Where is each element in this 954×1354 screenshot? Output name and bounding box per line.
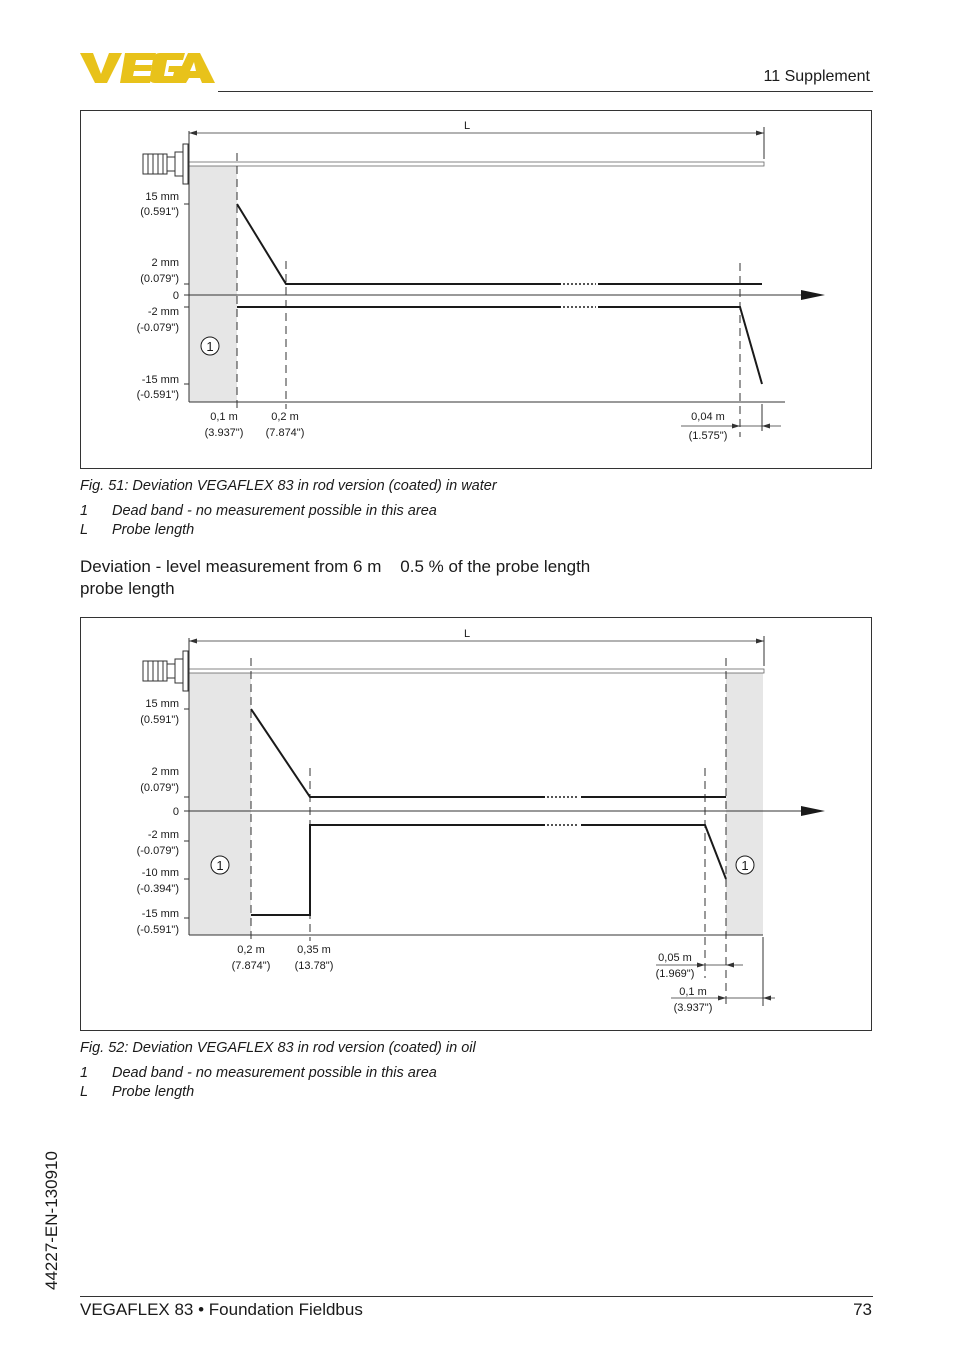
y-label-15mm-inch: (0.591") (140, 714, 179, 726)
x-label-0-1m-inch: (3.937") (204, 427, 244, 439)
deviation-text-line2: probe length (80, 579, 175, 598)
header-divider (218, 91, 873, 92)
y-label-2mm: 2 mm (151, 257, 179, 269)
x-label-0-2m-inch: (7.874") (265, 427, 305, 439)
probe-head-icon (143, 651, 188, 691)
lower-deviation-curve (251, 825, 545, 915)
y-label-15mm: 15 mm (145, 191, 179, 203)
x-label-0-1m: 0,1 m (679, 986, 707, 998)
legend-text: Dead band - no measurement possible in this area (112, 503, 437, 519)
y-label-minus-2mm-inch: (-0.079") (136, 322, 179, 334)
deviation-text (80, 556, 680, 600)
y-label-zero: 0 (172, 806, 179, 818)
x-label-0-2m: 0,2 m (237, 944, 265, 956)
document-code: 44227-EN-130910 (42, 1151, 61, 1290)
length-label: L (463, 120, 471, 132)
y-label-minus-10mm: -10 mm (141, 867, 179, 879)
legend-text: Probe length (112, 522, 195, 538)
x-label-0-04m-inch: (1.575") (688, 430, 728, 442)
legend-text: Probe length (112, 1084, 195, 1100)
dead-band-marker-label: 1 (206, 339, 214, 354)
dead-band-marker-right-label: 1 (741, 858, 749, 873)
y-label-minus-2mm: -2 mm (147, 306, 179, 318)
y-label-zero: 0 (172, 290, 179, 302)
x-label-0-1m: 0,1 m (210, 411, 238, 423)
dead-band-area-left (189, 673, 251, 935)
x-label-0-35m: 0,35 m (297, 944, 331, 956)
y-label-15mm-inch: (0.591") (140, 206, 179, 218)
deviation-text-line1: Deviation - level measurement from 6 m 0.5 % of the probe length (80, 557, 591, 576)
x-label-0-1m-inch: (3.937") (673, 1002, 713, 1014)
y-label-minus-15mm-inch: (-0.591") (136, 389, 179, 401)
y-label-2mm: 2 mm (151, 766, 179, 778)
y-label-minus-15mm: -15 mm (141, 374, 179, 386)
x-label-0-2m: 0,2 m (271, 411, 299, 423)
section-title: 11 Supplement (763, 68, 870, 85)
y-label-minus-15mm: -15 mm (141, 908, 179, 920)
x-label-0-2m-inch: (7.874") (231, 960, 271, 972)
legend-text: Dead band - no measurement possible in this area (112, 1065, 437, 1081)
y-label-minus-15mm-inch: (-0.591") (136, 924, 179, 936)
figure-water (80, 110, 872, 469)
y-label-minus-10mm-inch: (-0.394") (136, 883, 179, 895)
upper-deviation-curve (251, 709, 545, 797)
x-label-0-05m-inch: (1.969") (655, 968, 695, 980)
probe-head-icon (143, 144, 188, 184)
figure-caption-water: Fig. 51: Deviation VEGAFLEX 83 in rod version (coated) in water (80, 478, 497, 494)
x-label-0-04m: 0,04 m (691, 411, 725, 423)
page-number: 73 (853, 1300, 872, 1319)
legend-key: L (80, 522, 89, 538)
legend-oil (80, 1065, 580, 1105)
x-axis-arrow (801, 806, 825, 816)
figure-caption-oil: Fig. 52: Deviation VEGAFLEX 83 in rod version (coated) in oil (80, 1040, 476, 1056)
upper-deviation-curve (237, 204, 561, 284)
x-label-0-35m-inch: (13.78") (294, 960, 334, 972)
vega-logo (80, 50, 215, 86)
y-label-2mm-inch: (0.079") (140, 782, 179, 794)
legend-key: 1 (80, 503, 89, 519)
legend-key: L (80, 1084, 89, 1100)
dead-band-marker-left-label: 1 (216, 858, 224, 873)
y-label-2mm-inch: (0.079") (140, 273, 179, 285)
x-label-0-05m: 0,05 m (658, 952, 692, 964)
dead-band-area-right (726, 673, 763, 935)
legend-water (80, 503, 580, 543)
y-label-15mm: 15 mm (145, 698, 179, 710)
footer-divider (80, 1296, 873, 1297)
y-label-minus-2mm-inch: (-0.079") (136, 845, 179, 857)
figure-oil (80, 617, 872, 1031)
footer-title: VEGAFLEX 83 • Foundation Fieldbus (80, 1300, 363, 1319)
probe-rod (189, 162, 764, 166)
deviation-diagram-water (81, 111, 873, 470)
dead-band-area (189, 166, 237, 402)
y-label-minus-2mm: -2 mm (147, 829, 179, 841)
deviation-diagram-oil (81, 618, 873, 1032)
length-label: L (463, 628, 471, 640)
x-axis-arrow (801, 290, 825, 300)
legend-key: 1 (80, 1065, 89, 1081)
probe-rod (189, 669, 764, 673)
